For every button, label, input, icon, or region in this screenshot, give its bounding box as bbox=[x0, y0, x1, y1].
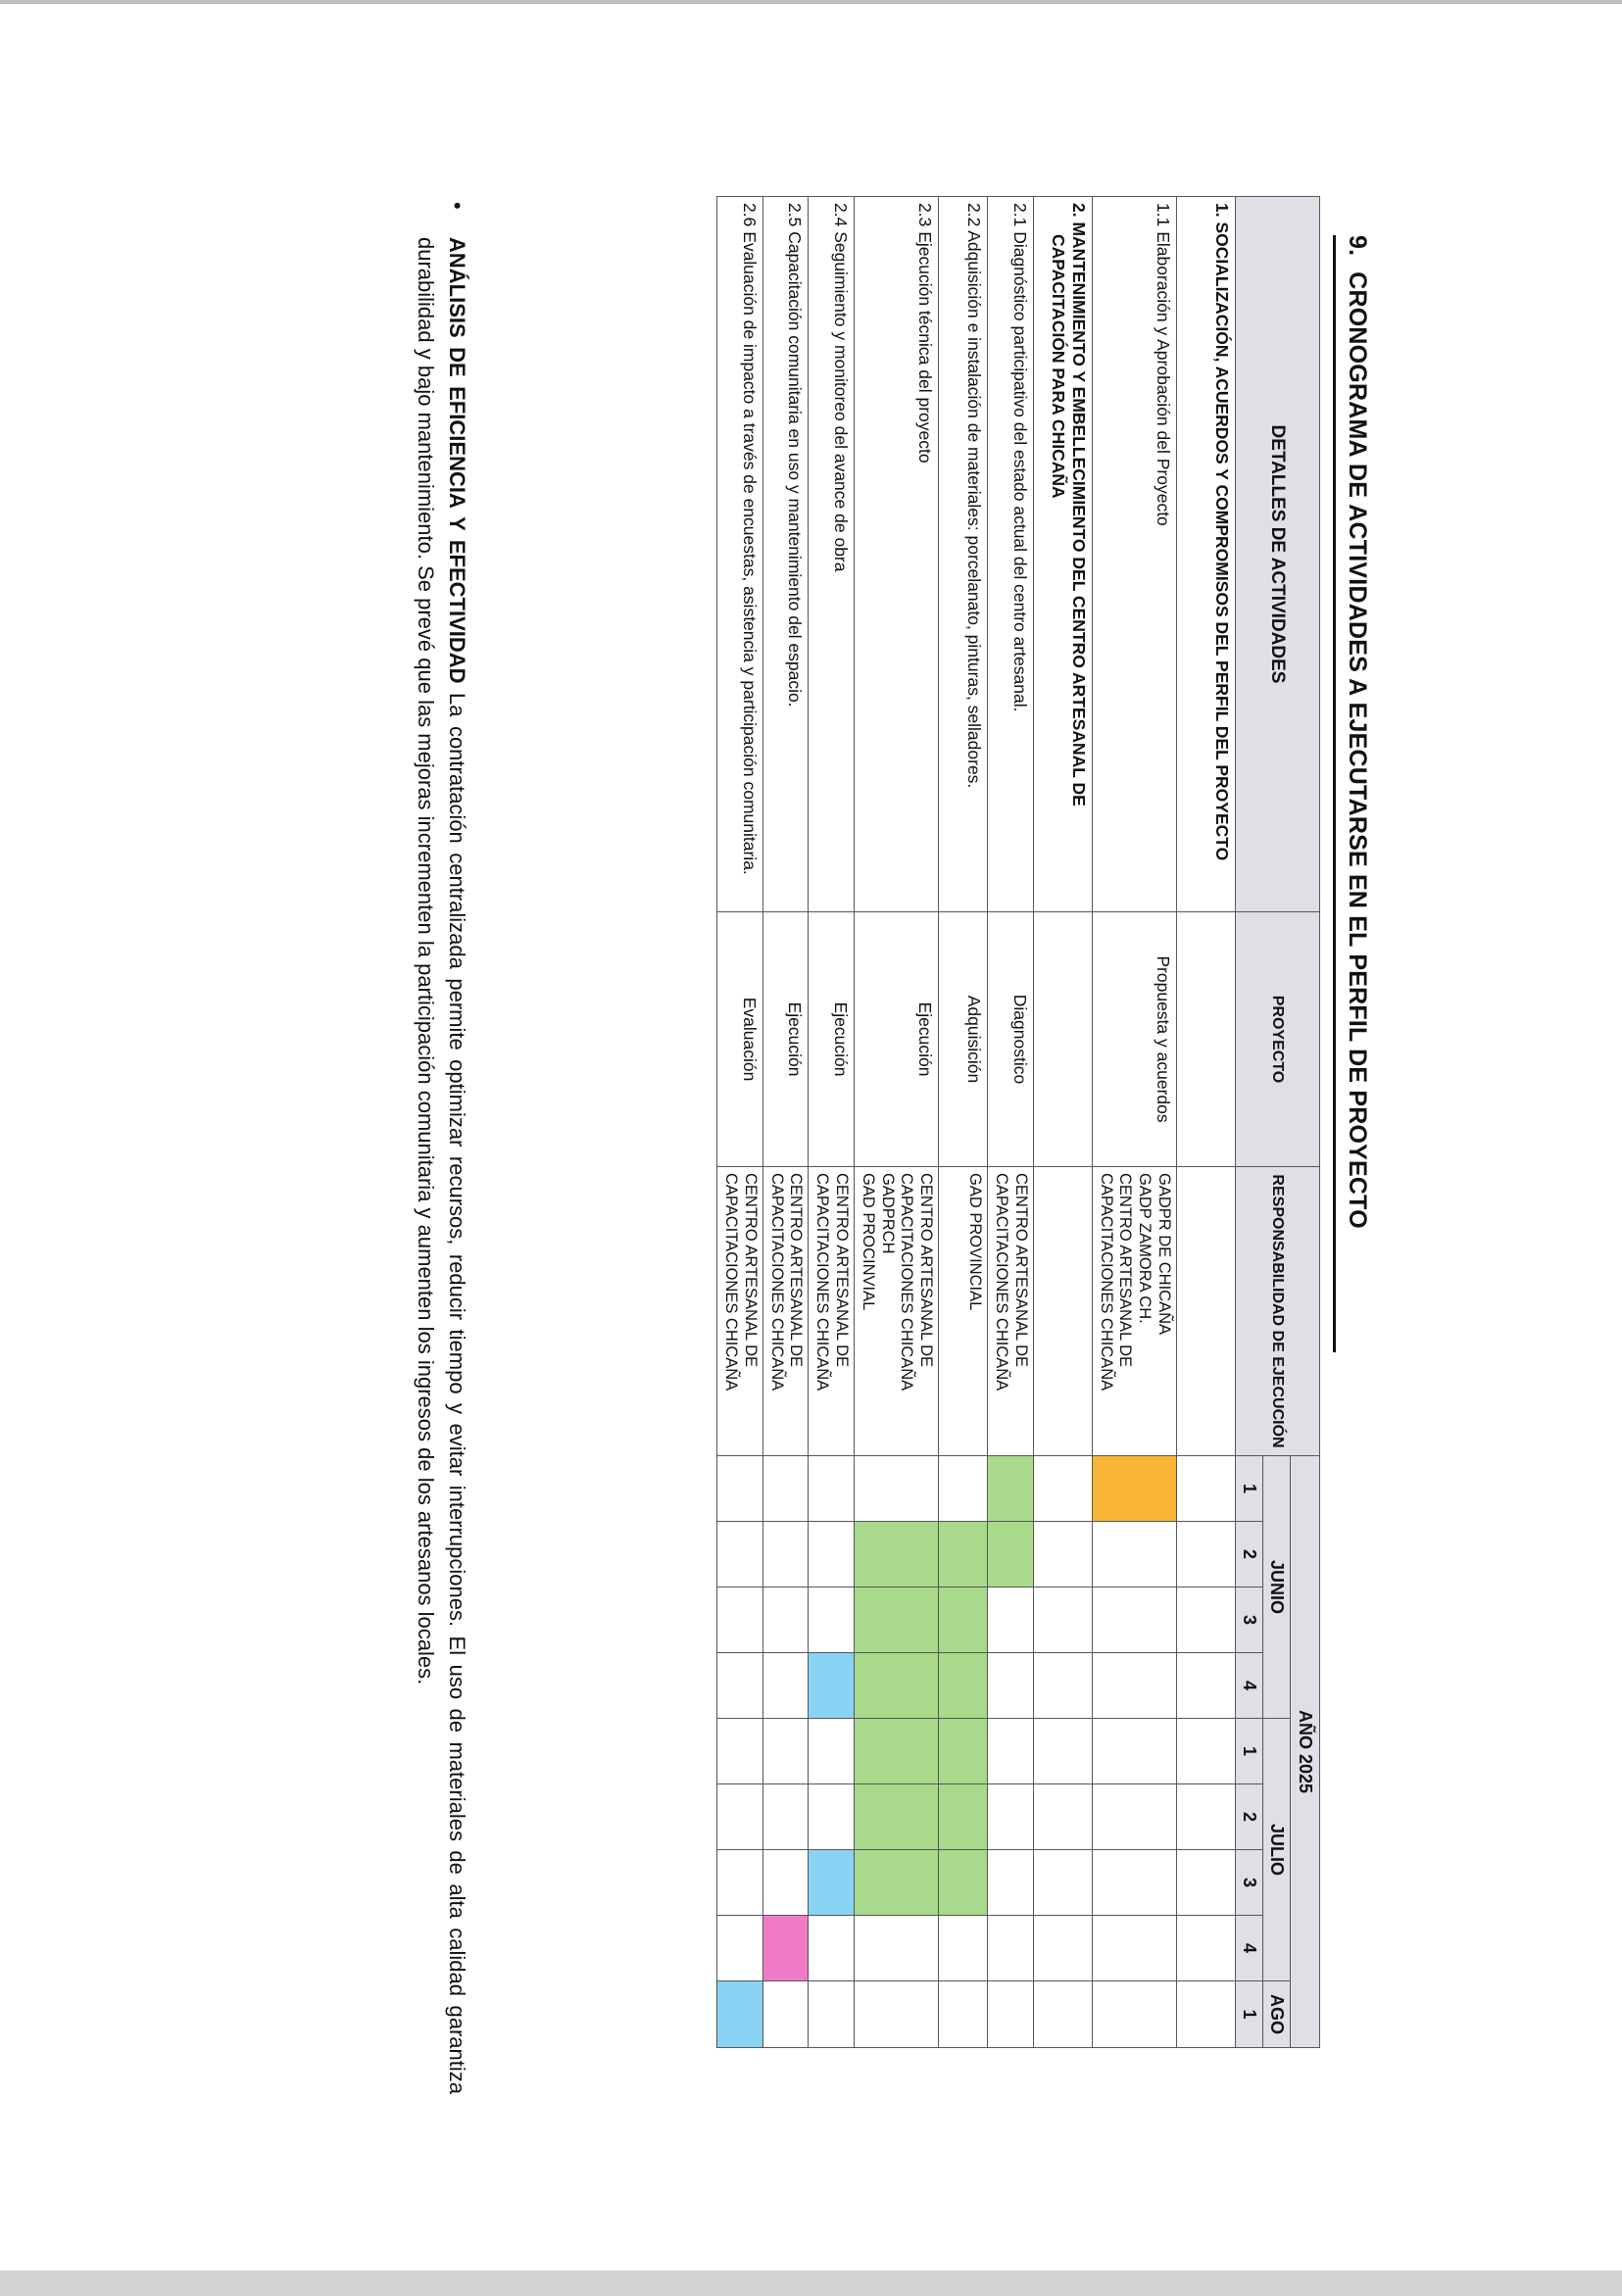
responsible-line: CAPACITACIONES CHICAÑA bbox=[1097, 1173, 1115, 1392]
activity-text: 1.1 Elaboración y Aprobación del Proyecto bbox=[1154, 203, 1173, 526]
gantt-cell-filled bbox=[988, 1522, 1034, 1588]
gantt-cell bbox=[1092, 1850, 1176, 1916]
project-cell bbox=[1177, 912, 1236, 1167]
gantt-cell bbox=[717, 1850, 763, 1916]
gantt-cell bbox=[1033, 1456, 1092, 1522]
section-number: 9. bbox=[1344, 235, 1371, 257]
responsible-line: CENTRO ARTESANAL DE bbox=[1116, 1173, 1135, 1368]
section-title: CRONOGRAMA DE ACTIVIDADES A EJECUTARSE EN EL PERFIL DE PROYECTO bbox=[1344, 271, 1371, 1229]
gantt-cell bbox=[1092, 1916, 1176, 1981]
header-week: 2 bbox=[1236, 1522, 1263, 1588]
gantt-cell-filled bbox=[939, 1850, 988, 1916]
activity-cell bbox=[855, 197, 939, 912]
activity-text: 2.6 Evaluación de impacto a través de encuestas, asistencia y participación comunitaria. bbox=[739, 203, 760, 875]
responsible-line: GADPRCH bbox=[878, 1173, 897, 1254]
header-week: 3 bbox=[1236, 1588, 1263, 1653]
gantt-cell bbox=[855, 1981, 939, 2048]
table-row bbox=[988, 197, 1034, 2048]
gantt-cell bbox=[988, 1719, 1034, 1784]
gantt-cell-filled bbox=[939, 1653, 988, 1719]
gantt-cell bbox=[1033, 1653, 1092, 1719]
gantt-cell-filled bbox=[855, 1588, 939, 1653]
responsibility-cell bbox=[717, 1167, 763, 1456]
header-week: 3 bbox=[1236, 1850, 1263, 1916]
responsible-line: CAPACITACIONES CHICAÑA bbox=[813, 1173, 832, 1392]
responsibility-cell bbox=[762, 1167, 809, 1456]
gantt-cell bbox=[809, 1588, 855, 1653]
gantt-cell bbox=[1177, 1456, 1236, 1522]
header-week: 4 bbox=[1236, 1653, 1263, 1719]
gantt-cell-filled bbox=[988, 1456, 1034, 1522]
table-row bbox=[809, 197, 855, 2048]
activity-text: 1. SOCIALIZACIÓN, ACUERDOS Y COMPROMISOS DEL PERFIL DEL PROYECTO bbox=[1212, 203, 1232, 861]
activity-text: 2.3 Ejecución técnica del proyecto bbox=[915, 203, 936, 464]
responsible-line: CAPACITACIONES CHICAÑA bbox=[767, 1173, 786, 1392]
schedule-table bbox=[716, 196, 1320, 2048]
gantt-cell-filled bbox=[855, 1719, 939, 1784]
gantt-cell bbox=[717, 1653, 763, 1719]
gantt-cell bbox=[717, 1588, 763, 1653]
responsible-line: CAPACITACIONES CHICAÑA bbox=[898, 1173, 916, 1392]
table-row bbox=[939, 197, 988, 2048]
gantt-cell bbox=[717, 1916, 763, 1981]
responsible-line: CAPACITACIONES CHICAÑA bbox=[722, 1173, 741, 1392]
gantt-cell bbox=[1092, 1719, 1176, 1784]
gantt-cell bbox=[762, 1981, 809, 2048]
gantt-cell-filled bbox=[939, 1588, 988, 1653]
activity-text: 2.1 Diagnóstico participativo del estado actual del centro artesanal. bbox=[1009, 203, 1030, 712]
gantt-cell bbox=[809, 1784, 855, 1850]
responsible-line: CENTRO ARTESANAL DE bbox=[833, 1173, 852, 1368]
activity-text: 2.2 Adquisición e instalación de materiales: porcelanato, pinturas, selladores. bbox=[964, 203, 985, 789]
table-row bbox=[1092, 197, 1176, 2048]
gantt-cell bbox=[1033, 1850, 1092, 1916]
project-cell: Ejecución bbox=[762, 912, 809, 1167]
project-cell: Diagnostico bbox=[988, 912, 1034, 1167]
table-row bbox=[855, 197, 939, 2048]
header-year: AÑO 2025 bbox=[1291, 1456, 1320, 2048]
section-activity-cell bbox=[1033, 197, 1092, 912]
header-week: 2 bbox=[1236, 1784, 1263, 1850]
responsible-line: CENTRO ARTESANAL DE bbox=[787, 1173, 806, 1368]
gantt-cell bbox=[988, 1850, 1034, 1916]
table-row bbox=[762, 197, 809, 2048]
responsible-line: CENTRO ARTESANAL DE bbox=[1011, 1173, 1030, 1368]
gantt-cell-filled bbox=[762, 1916, 809, 1981]
gantt-cell-filled bbox=[809, 1653, 855, 1719]
gantt-cell bbox=[717, 1784, 763, 1850]
gantt-cell bbox=[1177, 1522, 1236, 1588]
gantt-cell bbox=[1177, 1653, 1236, 1719]
gantt-cell-filled bbox=[939, 1719, 988, 1784]
gantt-cell bbox=[809, 1981, 855, 2048]
responsible-line: GADPR DE CHICAÑA bbox=[1155, 1173, 1173, 1336]
responsibility-cell bbox=[855, 1167, 939, 1456]
gantt-cell bbox=[939, 1981, 988, 2048]
schedule-body bbox=[717, 197, 1236, 2048]
activity-text: 2.4 Seguimiento y monitoreo del avance de obra bbox=[831, 203, 852, 572]
gantt-cell-filled bbox=[939, 1522, 988, 1588]
gantt-cell bbox=[1033, 1588, 1092, 1653]
header-week: 1 bbox=[1236, 1719, 1263, 1784]
gantt-cell-filled bbox=[939, 1784, 988, 1850]
gantt-cell bbox=[762, 1850, 809, 1916]
gantt-cell-filled bbox=[809, 1850, 855, 1916]
header-details: DETALLES DE ACTIVIDADES bbox=[1236, 197, 1320, 912]
gantt-cell bbox=[762, 1456, 809, 1522]
gantt-cell bbox=[988, 1981, 1034, 2048]
responsibility-cell bbox=[1092, 1167, 1176, 1456]
responsible-line: CENTRO ARTESANAL DE bbox=[917, 1173, 936, 1368]
gantt-cell bbox=[855, 1456, 939, 1522]
gantt-cell bbox=[762, 1588, 809, 1653]
gantt-cell-filled bbox=[1092, 1456, 1176, 1522]
gantt-cell bbox=[1177, 1588, 1236, 1653]
project-cell: Ejecución bbox=[809, 912, 855, 1167]
responsibility-cell bbox=[939, 1167, 988, 1456]
gantt-cell bbox=[762, 1653, 809, 1719]
activity-cell bbox=[717, 197, 763, 912]
gantt-cell bbox=[939, 1916, 988, 1981]
project-cell: Adquisición bbox=[939, 912, 988, 1167]
gantt-cell bbox=[988, 1784, 1034, 1850]
gantt-cell bbox=[1092, 1653, 1176, 1719]
bullet-icon: • bbox=[445, 202, 469, 210]
table-row bbox=[1177, 197, 1236, 2048]
gantt-cell bbox=[809, 1719, 855, 1784]
section-heading bbox=[1333, 235, 1371, 1352]
activity-cell bbox=[939, 197, 988, 912]
header-week: 1 bbox=[1236, 1456, 1263, 1522]
project-cell: Evaluación bbox=[717, 912, 763, 1167]
header-week: 4 bbox=[1236, 1916, 1263, 1981]
gantt-cell bbox=[988, 1588, 1034, 1653]
section-activity-cell bbox=[1177, 197, 1236, 912]
gantt-cell bbox=[1177, 1981, 1236, 2048]
header-month-ago: AGO bbox=[1263, 1981, 1291, 2048]
gantt-cell bbox=[717, 1522, 763, 1588]
gantt-cell bbox=[939, 1456, 988, 1522]
gantt-cell bbox=[1177, 1784, 1236, 1850]
activity-cell bbox=[809, 197, 855, 912]
responsibility-cell bbox=[1177, 1167, 1236, 1456]
gantt-cell-filled bbox=[855, 1522, 939, 1588]
gantt-cell bbox=[762, 1522, 809, 1588]
gantt-cell bbox=[1033, 1522, 1092, 1588]
table-row bbox=[1033, 197, 1092, 2048]
activity-cell bbox=[988, 197, 1034, 912]
gantt-cell bbox=[717, 1719, 763, 1784]
analysis-paragraph bbox=[410, 196, 472, 2094]
responsible-line: CAPACITACIONES CHICAÑA bbox=[993, 1173, 1011, 1392]
gantt-cell bbox=[1033, 1981, 1092, 2048]
gantt-cell bbox=[809, 1522, 855, 1588]
gantt-cell bbox=[809, 1456, 855, 1522]
header-month-julio: JULIO bbox=[1263, 1719, 1291, 1981]
gantt-cell-filled bbox=[717, 1981, 763, 2048]
gantt-cell-filled bbox=[855, 1850, 939, 1916]
gantt-cell bbox=[988, 1653, 1034, 1719]
analysis-text: La contratación centralizada permite optimizar recursos, reducir tiempo y evitar interrupciones. El uso de materiales de alta calidad garantiza durabilidad y bajo mantenimiento. Se prevé que las mejoras incrementen la participación comunitaria y aumenten los ingresos de los artesanos locales. bbox=[414, 237, 469, 2094]
gantt-cell bbox=[762, 1719, 809, 1784]
gantt-cell-filled bbox=[855, 1653, 939, 1719]
header-week: 1 bbox=[1236, 1981, 1263, 2048]
project-cell: Ejecución bbox=[855, 912, 939, 1167]
responsible-line: CENTRO ARTESANAL DE bbox=[741, 1173, 760, 1368]
header-month-junio: JUNIO bbox=[1263, 1456, 1291, 1719]
gantt-cell bbox=[1177, 1916, 1236, 1981]
gantt-cell bbox=[1033, 1719, 1092, 1784]
gantt-cell bbox=[1092, 1588, 1176, 1653]
gantt-cell bbox=[1092, 1522, 1176, 1588]
analysis-label: ANÁLISIS DE EFICIENCIA Y EFECTIVIDAD bbox=[445, 237, 469, 684]
activity-cell bbox=[1092, 197, 1176, 912]
gantt-cell bbox=[1092, 1981, 1176, 2048]
responsible-line: GAD PROVINCIAL bbox=[966, 1173, 985, 1311]
gantt-cell bbox=[1033, 1784, 1092, 1850]
responsibility-cell bbox=[988, 1167, 1034, 1456]
header-project: PROYECTO bbox=[1236, 912, 1320, 1167]
gantt-cell bbox=[809, 1916, 855, 1981]
gantt-cell bbox=[1033, 1916, 1092, 1981]
responsibility-cell bbox=[809, 1167, 855, 1456]
responsibility-cell bbox=[1033, 1167, 1092, 1456]
header-responsibility: RESPONSABILIDAD DE EJECUCIÓN bbox=[1236, 1167, 1320, 1456]
gantt-cell bbox=[988, 1916, 1034, 1981]
gantt-cell bbox=[855, 1916, 939, 1981]
activity-cell bbox=[762, 197, 809, 912]
project-cell bbox=[1033, 912, 1092, 1167]
responsible-line: GAD PROCINVIAL bbox=[859, 1173, 877, 1311]
gantt-cell bbox=[1177, 1850, 1236, 1916]
activity-text: 2.5 Capacitación comunitaria en uso y mantenimiento del espacio. bbox=[785, 203, 806, 708]
project-cell: Propuesta y acuerdos bbox=[1092, 912, 1176, 1167]
gantt-cell bbox=[762, 1784, 809, 1850]
gantt-cell-filled bbox=[855, 1784, 939, 1850]
activity-text: 2. MANTENIMIENTO Y EMBELLECIMIENTO DEL CENTRO ARTESANAL DE CAPACITACIÓN PARA CHICAÑA bbox=[1048, 203, 1089, 806]
gantt-cell bbox=[717, 1456, 763, 1522]
gantt-cell bbox=[1177, 1719, 1236, 1784]
gantt-cell bbox=[1092, 1784, 1176, 1850]
responsible-line: GADP ZAMORA CH. bbox=[1136, 1173, 1155, 1324]
table-row bbox=[717, 197, 763, 2048]
